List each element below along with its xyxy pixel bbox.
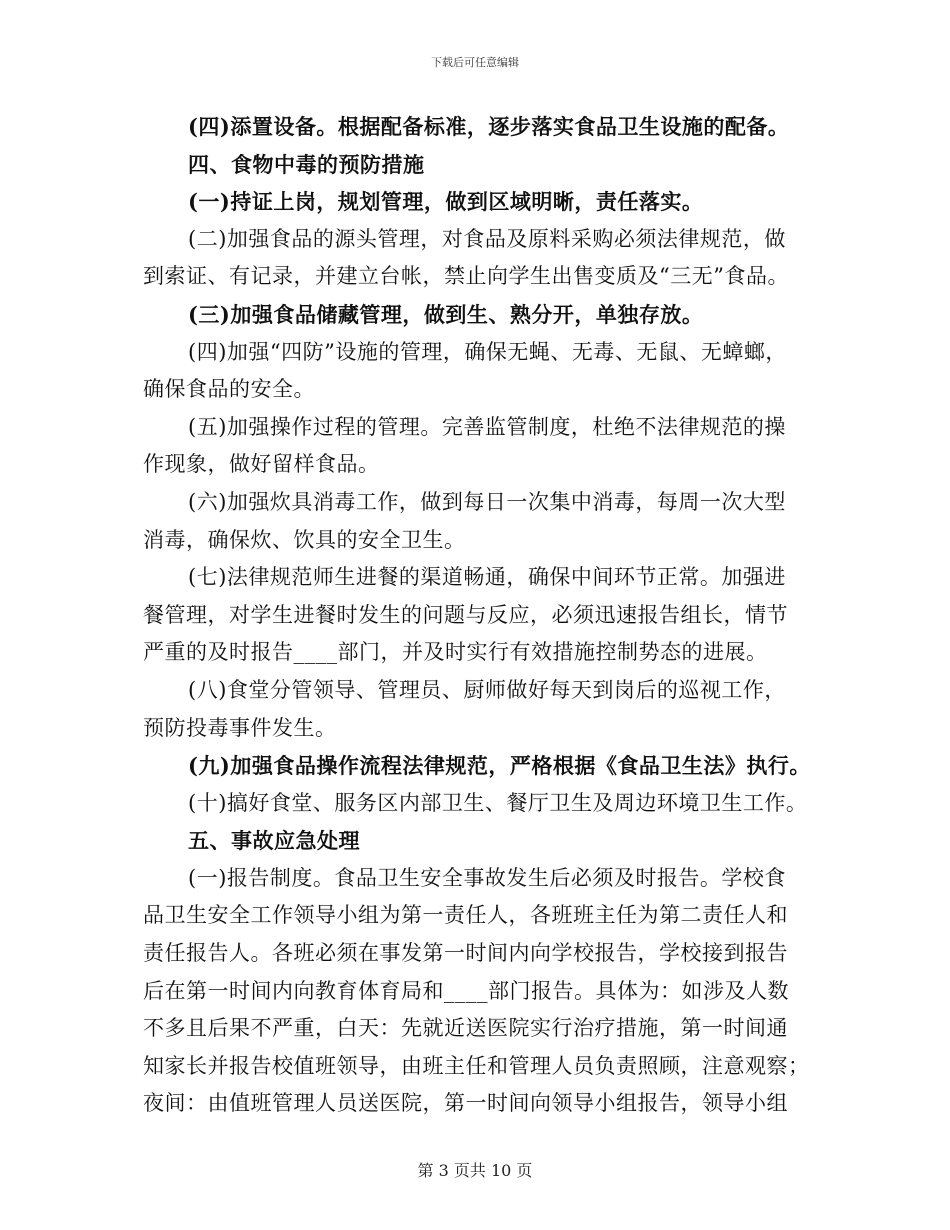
- text-line: (八)食堂分管领导、管理员、厨师做好每天到岗后的巡视工作，: [188, 677, 786, 702]
- text-line: (九)加强食品操作流程法律规范，严格根据《食品卫生法》执行。: [188, 753, 811, 779]
- text-line: (七)法律规范师生进餐的渠道畅通，确保中间环节正常。加强进: [188, 565, 786, 590]
- text-line: (三)加强食品储藏管理，做到生、熟分开，单独存放。: [188, 301, 704, 327]
- text-line: 不多且后果不严重，白天：先就近送医院实行治疗措施，第一时间通: [143, 1016, 788, 1041]
- text-line: 知家长并报告校值班领导，由班主任和管理人员负责照顾，注意观察；: [143, 1053, 810, 1078]
- text-line: (四)加强“四防”设施的管理，确保无蝇、无毒、无鼠、无蟑螂，: [188, 339, 787, 364]
- page-header: 下载后可任意编辑: [431, 56, 519, 69]
- text-line: 后在第一时间内向教育体育局和____部门报告。具体为：如涉及人数: [143, 978, 789, 1003]
- text-line: 消毒，确保炊、饮具的安全卫生。: [143, 527, 466, 552]
- text-line: 确保食品的安全。: [143, 377, 315, 402]
- text-line: 严重的及时报告____部门，并及时实行有效措施控制势态的进展。: [143, 640, 768, 665]
- text-line: (五)加强操作过程的管理。完善监管制度，杜绝不法律规范的操: [188, 414, 786, 439]
- text-line: (六)加强炊具消毒工作，做到每日一次集中消毒，每周一次大型: [188, 489, 786, 514]
- text-line: 品卫生安全工作领导小组为第一责任人，各班班主任为第二责任人和: [143, 903, 788, 928]
- text-line: 责任报告人。各班必须在事发第一时间内向学校报告，学校接到报告: [143, 941, 788, 966]
- text-line: 夜间：由值班管理人员送医院，第一时间向领导小组报告，领导小组: [143, 1091, 788, 1116]
- page-footer: 第 3 页共 10 页: [417, 1161, 533, 1180]
- text-line: (四)添置设备。根据配备标准，逐步落实食品卫生设施的配备。: [188, 114, 790, 139]
- text-line: 餐管理，对学生进餐时发生的问题与反应，必须迅速报告组长，情节: [143, 602, 788, 627]
- document-body: [143, 108, 815, 1123]
- text-line: (一)报告制度。食品卫生安全事故发生后必须及时报告。学校食: [188, 865, 786, 890]
- text-line: (一)持证上岗，规划管理，做到区域明晰，责任落实。: [188, 189, 704, 215]
- text-line: (十)搞好食堂、服务区内部卫生、餐厅卫生及周边环境卫生工作。: [188, 790, 808, 815]
- text-line: (二)加强食品的源头管理，对食品及原料采购必须法律规范，做: [188, 226, 786, 251]
- text-line: 四、食物中毒的预防措施: [188, 151, 425, 177]
- text-line: 到索证、有记录，并建立台帐，禁止向学生出售变质及“三无”食品。: [143, 264, 789, 289]
- text-line: 预防投毒事件发生。: [143, 715, 337, 740]
- text-line: 五、事故应急处理: [188, 828, 360, 854]
- text-line: 作现象，做好留样食品。: [143, 452, 380, 477]
